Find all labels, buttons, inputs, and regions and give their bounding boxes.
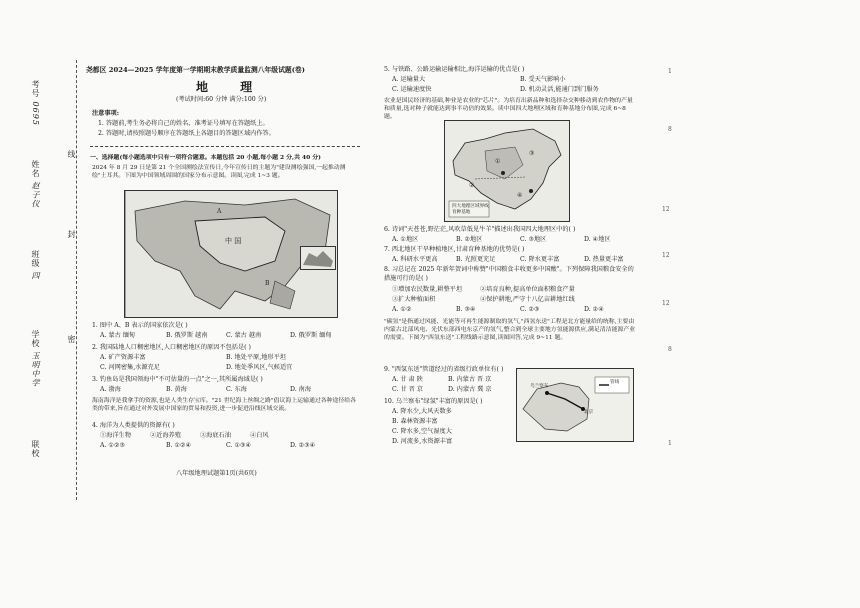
option: D. 河流多,水资源丰富 [392,438,453,445]
option-item: ②近海养殖 [150,432,181,439]
option: B. 地处平原,地形平坦 [226,354,286,361]
field-union-school [30,440,41,458]
exam-title-line: 尧都区 2024—2025 学年度第一学期期末教学质量监测八年级试题(卷) [86,66,305,74]
option: A. ①② [392,306,412,313]
question: 2. 我国陆地人口稠密地区,人口稠密地区的原因不包括是( ) [92,344,251,351]
question: 3. 钓鱼岛是我国领海中"不可估量的一点"之一,其所属海域是( ) [92,376,263,383]
option: A. 甘 肃 陕 [392,376,423,383]
margin-number: 12 [662,252,670,259]
margin-number: 8 [668,346,672,353]
page-footer: 八年级地理试题第1页(共6页) [176,470,257,477]
option: B. 光照更充足 [456,256,496,263]
option: B. 森林资源丰富 [392,418,438,425]
margin-number: 12 [662,206,670,213]
section-heading: 一、选择题(每小题选项中只有一项符合题意。本题包括 20 小题,每小题 2 分,共 40 分) [90,154,321,161]
seal-line [76,60,77,500]
field-value: 玉明中学 [31,351,40,388]
margin-number: 1 [668,440,672,447]
option-item: ③海底石油 [200,432,231,439]
option: C. 河网密集,水源充足 [100,364,160,371]
field-value: 四 [31,271,40,281]
question: 7. 西北地区干旱种植地区,甘肃育种基地的优势是( ) [384,246,525,253]
option: C. ③地区 [520,236,547,243]
option: D. ④地区 [584,236,611,243]
option-item: ④白风 [250,432,269,439]
option: B. ③④ [456,306,476,313]
margin-number: 1 [668,68,672,75]
svg-text:③: ③ [529,150,535,157]
passage: "碳氢"是指通过风能、光能等可再生能源制取的氢气,"西氢东送"工程是北方能量给的统称,主要由内蒙古北部风电、光伏东部西电东京产的氢气,整合到全球主要地方氢能源供应,满足清洁能源产业的需要。下图为"西氢东送"工程线路示意图,读图回答,完成 9~11 题。 [384,319,636,341]
option: D. 俄罗斯 缅甸 [290,332,332,339]
field-label: 学校 [31,330,40,348]
map-legend-item: 管线 [610,380,620,385]
svg-text:④: ④ [517,192,523,199]
notes-heading: 注意事项: [92,110,120,117]
option: C. 甘 晋 京 [392,386,423,393]
option: D. 南海 [290,386,312,393]
option: B. 受天气影响小 [520,76,566,83]
question: 1. 图中 A、B 表示的国家依次是( ) [92,322,188,329]
option-item: ①海洋生物 [100,432,131,439]
option: D. ②③④ [290,442,316,449]
option-item: ④保护耕地,严守十八亿亩耕地红线 [480,296,575,303]
inset-map [300,246,336,270]
option-item: ②培育良种,提高单位面积粮食产量 [480,286,575,293]
field-class [30,250,41,281]
option: A. 科研水平更高 [392,256,438,263]
question: 4. 海洋为人类提供的资源有( ) [92,422,175,429]
passage: 海南海洋是我拿手的资源,也是人类生存宝库。"21 世纪海上丝绸之路"倡议海上运输通过各种途径给各类的带来,旨在通过对外发展中国家的贸易和投资,进一步促进沿线区域交流。 [92,398,357,412]
option: B. 黄海 [166,386,187,393]
question: 6. 诗词"天苍苍,野茫茫,风吹草低见牛羊"描述出我国四大地理区中的( ) [384,226,576,233]
option: B. ②地区 [456,236,483,243]
question: 5. 与铁路、公路运输运输相比,海洋运输的优点是( ) [384,66,525,73]
map-label: 乌兰察布 [530,384,549,389]
margin-number: 8 [668,126,672,133]
notes-item: 1. 答题前,考生务必将自己的姓名、准考证号填写在答题纸上。 [98,120,269,127]
field-label: 联校 [31,440,40,458]
option: D. ②④ [584,306,604,313]
seal-word: 封 [67,230,76,239]
option: C. 蒙古 越南 [226,332,262,339]
map-label: 北京 [584,410,594,415]
option: D. 机动灵活,能通门到门服务 [520,86,599,93]
map-legend-item: 四大地理区域界线 [452,204,489,209]
svg-text:A: A [217,208,222,215]
option: C. 降水多,空气湿度大 [392,428,452,435]
section-intro: 2024 年 8 月 29 日是第 21 个全国测绘法宣传日,今年宣传日的主题为"建设测绘强国,一起推动测绘"土耳其。下图为中国领域周围的国家分布示意图。读图,完成 1~3 题。 [92,165,346,179]
option-item: ③扩大种植面积 [392,296,436,303]
option: D. 地处季风区,气候适宜 [226,364,293,371]
field-label: 班级 [31,250,40,268]
svg-text:中 国: 中 国 [225,237,242,245]
option: C. 东海 [226,386,247,393]
option: D. 内蒙古 冀 京 [448,386,492,393]
question: 9. "西氢东送"管道经过的省级行政单位有( ) [384,366,504,373]
field-value: 赵子仪 [31,181,40,209]
field-label: 姓名 [31,160,40,178]
option: A. ①②③ [100,442,126,449]
notes-item: 2. 答题时,请按照题号顺序在答题纸上各题目的答题区域内作答。 [98,130,275,137]
subject-title: 地 理 [196,80,267,94]
passage: 农业是国民经济的基础,种业是农业的"芯片"。为培育出新品种和选择杂交种移动到农作物的产量和质量,选对种子就能达到事半功倍的效果。读中国四大地理区域和育种基地分布图,完成 6~8 题。 [384,98,633,120]
margin-number: 12 [662,300,670,307]
option: B. ①②④ [166,442,192,449]
option: B. 俄罗斯 越南 [166,332,208,339]
option-item: ①增加农民数量,耕整平坦 [392,286,463,293]
exam-info: (考试时间:60 分钟 满分:100 分) [176,96,267,103]
option: D. 热量更丰富 [584,256,624,263]
option: A. 蒙古 缅甸 [100,332,136,339]
option: C. ②③ [520,306,540,313]
question: 8. 习总记在 2025 年新年贺词中称赞"中国粮食丰收更多中国酸"。下列保障我国粮食安全的措施可行的是( ) [384,266,634,282]
svg-text:②: ② [469,182,475,189]
question: 10. 乌兰察布"绿氢"丰富的原因是( ) [384,398,483,405]
option: A. 降水少,大风天数多 [392,408,452,415]
field-name [30,160,41,209]
field-value: 0695 [31,101,40,126]
field-label: 考号 [31,80,40,98]
field-exam-number [30,80,41,126]
option: A. 运输量大 [392,76,426,83]
option: A. 矿产资源丰富 [100,354,146,361]
option: C. 降水更丰富 [520,256,560,263]
map-legend-item: 育种基地 [452,210,471,215]
option: A. ①地区 [392,236,419,243]
svg-text:①: ① [495,158,501,165]
option: C. 运输速度快 [392,86,432,93]
seal-word: 线 [67,150,76,159]
divider [90,146,360,147]
svg-text:B: B [265,280,270,287]
option: A. 渤海 [100,386,121,393]
option: B. 内蒙古 晋 京 [448,376,492,383]
field-school [30,330,41,388]
seal-word: 密 [67,335,76,344]
option: C. ①③④ [226,442,252,449]
